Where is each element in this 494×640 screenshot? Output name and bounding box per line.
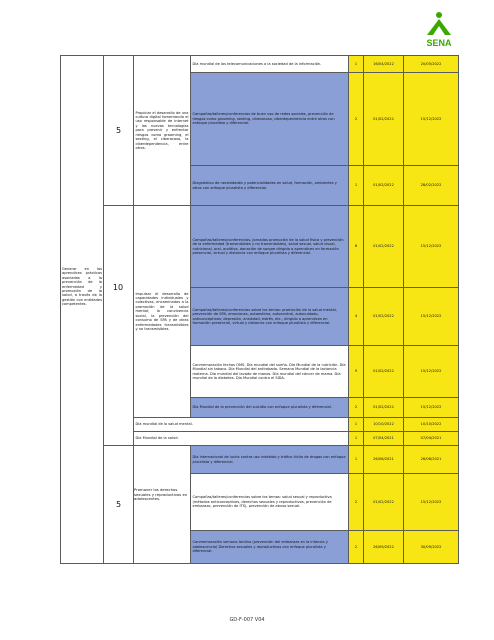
qty: 4 [349, 288, 364, 346]
start-date: 01/02/2022 [364, 206, 404, 288]
start-date: 01/02/2022 [364, 166, 404, 206]
weight-c: 5 [104, 446, 134, 564]
qty: 1 [349, 446, 364, 474]
start-date: 26/09/2022 [364, 531, 404, 564]
start-date: 26/06/2021 [364, 446, 404, 474]
end-date: 15/12/2022 [404, 206, 459, 288]
end-date: 20/05/2022 [404, 56, 459, 73]
end-date: 26/06/2021 [404, 446, 459, 474]
sena-logo-icon [423, 11, 455, 51]
end-date: 15/12/2022 [404, 288, 459, 346]
start-date: 01/02/2022 [364, 346, 404, 398]
qty: 2 [349, 73, 364, 166]
weight-a: 5 [104, 56, 134, 206]
activity: Campañas/talleres/conferencias, jornadas promoción de la salud física y prevención de la enfermedad (transmisibles y no transmisibles), salud sexual, salud visual, nutricional, oral, auditiva, donación de sangre dirigido a aprendices en formación presencial, virtual y distancia con enfoque pluralista y diferencial. [191, 206, 349, 288]
qty: 1 [349, 432, 364, 446]
end-date: 28/02/2022 [404, 166, 459, 206]
activity: Diagnóstico de necesidades y potencialidades en salud, formación, ambientes y otros con enfoque pluralista y diferencial. [191, 166, 349, 206]
plan-table [60, 55, 459, 564]
objective-b: Impulsar el desarrollo de capacidades individuales y colectivas, encaminadas a la promoción de la salud mental; la convivencia social, la prevención del consumo de SPA y de otras enfermedades transmisibles y no transmisibles. [134, 206, 191, 418]
activity: Campañas/talleres/conferencias sobre los temas: salud sexual y reproductiva (métodos anticonceptivos, derechos sexuales y reproductivos, prevención de embarazo, prevención de ITS), prevención de abuso sexual. [191, 474, 349, 531]
activity: Campañas/talleres/conferencias de buen uso de redes sociales, prevención de riesgos como grooming, sexting, ciberacoso, ciberdependencia entre otros con enfoque pluralista y diferencial. [191, 73, 349, 166]
objective-c-spacer [134, 446, 191, 564]
start-date: 01/02/2022 [364, 398, 404, 418]
qty: 2 [349, 531, 364, 564]
objective-c: Promover los derechos sexuales y reproductivos en adolescentes. [134, 487, 188, 502]
end-date: 15/12/2022 [404, 73, 459, 166]
qty: 9 [349, 346, 364, 398]
end-date: 15/12/2022 [404, 474, 459, 531]
footer-code: GD-F-007 V04 [229, 617, 265, 623]
activity: Día mundial de la salud mental. [134, 418, 349, 432]
start-date: 16/04/2022 [364, 56, 404, 73]
end-date: 30/09/2022 [404, 531, 459, 564]
start-date: 01/02/2022 [364, 288, 404, 346]
start-date: 01/02/2022 [364, 73, 404, 166]
end-date: 15/12/2022 [404, 398, 459, 418]
sena-logo [423, 11, 455, 51]
activity: Día Mundial de la salud. [134, 432, 349, 446]
start-date: 07/04/2021 [364, 432, 404, 446]
activity: Día Mundial de la prevención del suicidio con enfoque pluralista y diferencial. [191, 398, 349, 418]
start-date: 10/10/2022 [364, 418, 404, 432]
qty: 1 [349, 166, 364, 206]
activity: Conmemoración fechas OMS. Día mundial del sueño. Día Mundial de la nutrición. Día Mundial sin tabaco. Día Mundial del antirobado. Semana Mundial de la lactancia materna. Día mundial del lavado de manos. Día mundial del cáncer de mama. Día mundial de la diabetes. Día Mundial contra el SIDA. [191, 346, 349, 398]
qty: 1 [349, 418, 364, 432]
qty: 2 [349, 474, 364, 531]
weight-b: 10 [112, 283, 124, 292]
qty: 1 [349, 56, 364, 73]
activity: Campañas/talleres/conferencias sobre los temas: promoción de la salud mental, prevención de SPA, emociones, autoestima, autocontrol, autocuidado, anticonceptivos; depresión, ansiedad, estrés, etc., dirigido a aprendices en formación presencial, virtual y distancia con enfoque pluralista y diferencial. [191, 288, 349, 346]
objective-group-1: Generar en las aprendices prácticas asociadas a la prevención de la enfermedad y promoción de la salud, a través de la gestión con entidades competentes. [62, 267, 102, 307]
qty: 6 [349, 206, 364, 288]
svg-text:SENA: SENA [426, 38, 452, 48]
activity: Día mundial de las telecomunicaciones a la sociedad de la información. [191, 56, 349, 73]
end-date: 10/10/2022 [404, 418, 459, 432]
qty: 2 [349, 398, 364, 418]
objective-a: Propiciar el desarrollo de una cultura digital fomentando el uso responsable de internet y las nuevas tecnologías para prevenir y enfrentar riesgos como grooming, el sexting, el ciberacoso, la ciberdependencia, entre otros. [134, 56, 191, 206]
weight-b-blank [104, 206, 134, 446]
end-date: 07/04/2021 [404, 432, 459, 446]
activity: Día internacional de lucha contra uso indebido y tráfico ilícito de drogas con enfoque pluralista y diferencial. [191, 446, 349, 474]
activity: Conmemoración semana Andina (prevención del embarazo en la infancia y adolescencia) Derechos sexuales y reproductivos con enfoque pluralista y diferencial. [191, 531, 349, 564]
end-date: 15/12/2022 [404, 346, 459, 398]
start-date: 01/02/2022 [364, 474, 404, 531]
